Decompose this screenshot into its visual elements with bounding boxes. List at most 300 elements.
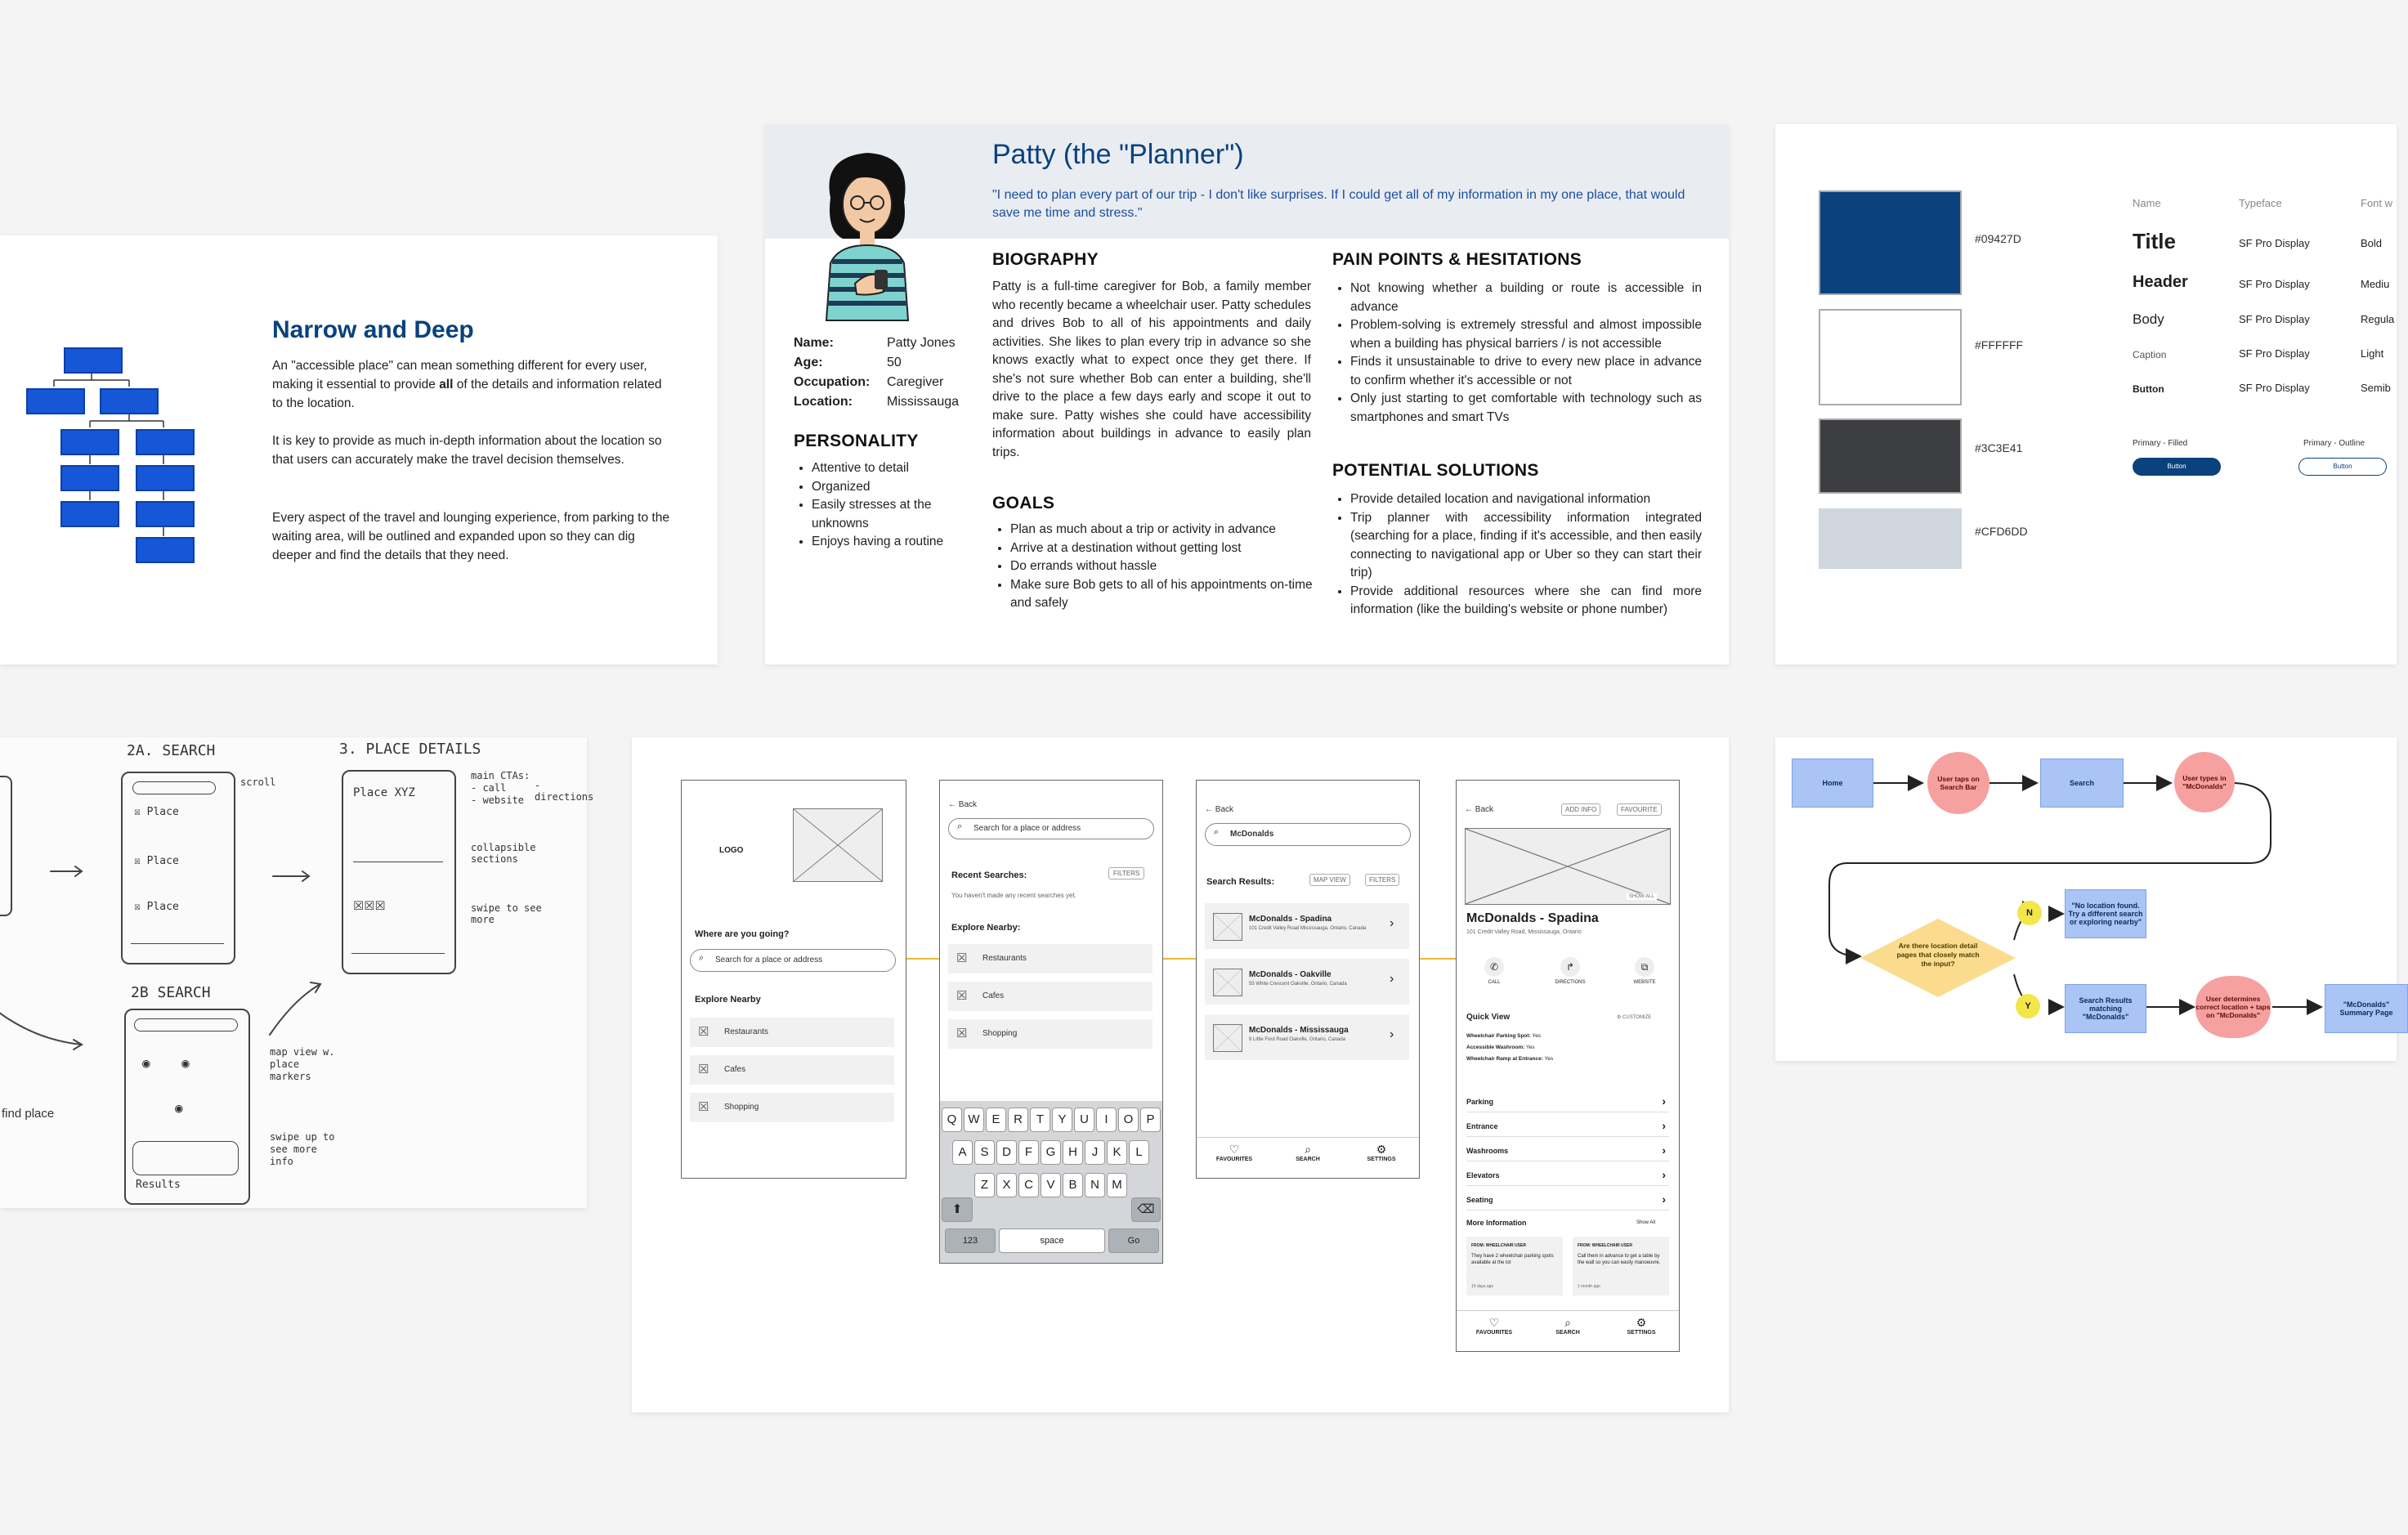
detail-key: Occupation: bbox=[794, 375, 871, 389]
flow-yes: Y bbox=[2016, 994, 2040, 1018]
personality-heading: PERSONALITY bbox=[794, 432, 919, 450]
personality-item: • Easily stresses at the unknowns bbox=[812, 496, 965, 533]
result-address: 101 Credit Valley Road Mississauga, Ontario, Canada bbox=[1249, 926, 1367, 931]
primary-outline-button[interactable]: Button bbox=[2298, 458, 2387, 476]
detail-row bbox=[794, 353, 973, 373]
color-hex: #3C3E41 bbox=[1975, 441, 2023, 454]
search-icon: ⌕ bbox=[957, 821, 963, 831]
action-label: WEBSITE bbox=[1633, 980, 1656, 985]
wireframes-card bbox=[632, 737, 1729, 1412]
back-label: Back bbox=[1475, 805, 1494, 814]
pain-item: • Not knowing whether a building or route is accessible in advance bbox=[1350, 280, 1702, 316]
key-q[interactable]: Q bbox=[942, 1108, 962, 1132]
key-n[interactable]: N bbox=[1085, 1173, 1105, 1197]
section-parking[interactable] bbox=[1466, 1088, 1669, 1112]
explore-nearby-label: Explore Nearby bbox=[695, 995, 761, 1005]
color-swatch-white bbox=[1819, 309, 1962, 405]
chevron-right-icon: › bbox=[1390, 916, 1394, 930]
search-query: McDonalds bbox=[1230, 830, 1274, 839]
color-hex: #CFD6DD bbox=[1975, 525, 2028, 538]
result-address: 55 White Crescent Oakville, Ontario, Canada bbox=[1249, 982, 1347, 987]
filters-button[interactable]: FILTERS bbox=[1108, 867, 1144, 879]
biography-text: Patty is a full-time caregiver for Bob, a family member who recently became a wheelchair user. Patty schedules and drives Bob to all of his appointments and daily activities. She likes to plan every trip in advance so she knows exactly what to expect once they get there. If she's not sure whether Bob can enter a building, she'll drive to the place a few days early and scope it out to make sure. Patty wishes she could have accessibility information about buildings in advance to easily plan trips. bbox=[992, 280, 1311, 459]
sketch-place-text: Place bbox=[146, 806, 179, 818]
result-item[interactable] bbox=[1205, 959, 1409, 1005]
home-search-bar[interactable] bbox=[690, 949, 896, 972]
qv-key: Wheelchair Ramp at Entrance: bbox=[1466, 1056, 1543, 1062]
go-key[interactable]: Go bbox=[1108, 1228, 1159, 1253]
type-weight: Semib bbox=[2361, 382, 2391, 394]
p1-part: An "accessible place" can mean something different for every user, making it essential to provide bbox=[272, 359, 647, 392]
tree-node bbox=[136, 501, 195, 527]
sketch-note-swipe: swipe to see more bbox=[471, 902, 542, 925]
nav-label: FAVOURITES bbox=[1475, 1330, 1513, 1336]
sketch-note-directions: - directions bbox=[535, 780, 594, 803]
bottom-nav bbox=[1197, 1137, 1419, 1179]
qv-value: Yes bbox=[1532, 1033, 1542, 1039]
nav-search[interactable] bbox=[1283, 1143, 1332, 1162]
image-icon: ☒ bbox=[956, 951, 968, 965]
customize-button[interactable]: ⚙ CUSTOMIZE bbox=[1617, 1015, 1652, 1020]
persona-avatar bbox=[806, 141, 929, 320]
type-button: Button bbox=[2133, 383, 2164, 395]
sketch-phone-2b bbox=[124, 1009, 250, 1205]
pain-item: • Problem-solving is extremely stressful and almost impossible when a building has physical barriers / is not accessible bbox=[1350, 316, 1702, 353]
explore-item-restaurants[interactable] bbox=[948, 944, 1153, 973]
sketch-phone-2a bbox=[121, 772, 235, 964]
search-icon: ⌕ bbox=[1564, 1316, 1571, 1329]
result-thumbnail bbox=[1213, 1024, 1242, 1052]
type-header-typeface: Typeface bbox=[2239, 197, 2282, 209]
chevron-right-icon: › bbox=[1662, 1193, 1666, 1206]
section-seating[interactable] bbox=[1466, 1186, 1669, 1211]
chevron-right-icon: › bbox=[1662, 1143, 1666, 1157]
search-icon: ⌕ bbox=[1305, 1143, 1311, 1156]
goals-list bbox=[992, 521, 1315, 613]
bottom-nav bbox=[1457, 1310, 1679, 1352]
key-p[interactable]: P bbox=[1140, 1108, 1161, 1132]
nav-settings[interactable] bbox=[1617, 1316, 1666, 1336]
key-e[interactable]: E bbox=[986, 1108, 1006, 1132]
explore-item-label: Shopping bbox=[724, 1103, 759, 1112]
nav-favourites[interactable] bbox=[1210, 1143, 1259, 1162]
action-label: DIRECTIONS bbox=[1555, 980, 1586, 985]
key-t[interactable]: T bbox=[1030, 1108, 1050, 1132]
key-k[interactable]: K bbox=[1107, 1140, 1127, 1165]
gear-icon: ⚙ bbox=[1376, 1143, 1387, 1156]
sketch-place-text: Place bbox=[146, 855, 179, 867]
back-label: Back bbox=[958, 800, 978, 809]
type-header: Header bbox=[2133, 273, 2188, 291]
heart-icon: ♡ bbox=[1488, 1316, 1500, 1329]
key-v[interactable]: V bbox=[1041, 1173, 1061, 1197]
style-guide-card bbox=[1775, 124, 2397, 665]
key-c[interactable]: C bbox=[1018, 1173, 1039, 1197]
note-line: main CTAs: bbox=[471, 770, 530, 781]
search-placeholder: Search for a place or address bbox=[973, 824, 1081, 833]
solutions-heading: POTENTIAL SOLUTIONS bbox=[1332, 461, 1539, 480]
nav-label: SEARCH bbox=[1296, 1157, 1320, 1162]
no-recent-text: You haven't made any recent searches yet. bbox=[951, 892, 1076, 899]
call-action[interactable] bbox=[1478, 957, 1511, 985]
back-button[interactable]: ← Back bbox=[1205, 805, 1234, 814]
flow-summary: "McDonalds" Summary Page bbox=[2325, 984, 2408, 1033]
quick-view-label: Quick View bbox=[1466, 1013, 1511, 1022]
wireframe-search bbox=[939, 780, 1163, 1264]
decision-text: Are there location detail pages that closely match the input? bbox=[1896, 942, 1980, 968]
tree-node bbox=[136, 465, 195, 491]
key-b[interactable]: B bbox=[1063, 1173, 1083, 1197]
shift-key[interactable]: ⬆ bbox=[942, 1197, 973, 1222]
flow-user-types: User types in "McDonalds" bbox=[2174, 752, 2235, 812]
primary-filled-button[interactable]: Button bbox=[2133, 458, 2221, 476]
sketch-place-text: Place bbox=[146, 901, 179, 913]
note-line: - website bbox=[471, 794, 525, 806]
type-face: SF Pro Display bbox=[2239, 347, 2310, 360]
sketch-results-sheet bbox=[132, 1141, 239, 1175]
color-hex: #09427D bbox=[1975, 232, 2021, 245]
key-l[interactable]: L bbox=[1129, 1140, 1149, 1165]
review-from: FROM: WHEELCHAIR USER bbox=[1578, 1243, 1632, 1248]
show-all-images[interactable]: SHOW ALL bbox=[1627, 893, 1657, 900]
qv-value: Yes bbox=[1525, 1045, 1535, 1050]
narrow-deep-p1 bbox=[272, 356, 673, 413]
result-item[interactable] bbox=[1205, 1014, 1409, 1060]
key-i[interactable]: I bbox=[1096, 1108, 1117, 1132]
goals-heading: GOALS bbox=[992, 494, 1055, 512]
key-j[interactable]: J bbox=[1085, 1140, 1105, 1165]
type-header-name: Name bbox=[2133, 197, 2161, 209]
search-results-label: Search Results: bbox=[1206, 877, 1275, 887]
nav-label: SETTINGS bbox=[1627, 1330, 1656, 1336]
search-input[interactable] bbox=[1205, 823, 1411, 846]
sketch-search bbox=[132, 781, 216, 794]
sketch-divider bbox=[353, 861, 443, 862]
external-link-icon: ⧉ bbox=[1635, 957, 1654, 977]
sketch-gallery: ☒☒☒ bbox=[353, 894, 386, 915]
review-time: 1 month ago bbox=[1578, 1284, 1600, 1289]
sketch-nav bbox=[351, 953, 445, 967]
type-body: Body bbox=[2133, 311, 2164, 327]
explore-item-label: Shopping bbox=[982, 1029, 1018, 1038]
result-name: McDonalds - Mississauga bbox=[1249, 1026, 1349, 1035]
directions-action[interactable] bbox=[1550, 957, 1591, 985]
quick-view-list bbox=[1466, 1031, 1553, 1065]
flow-connector bbox=[1161, 958, 1196, 960]
section-label: Entrance bbox=[1466, 1122, 1498, 1130]
flow-no-location: "No location found. Try a different search or exploring nearby" bbox=[2065, 889, 2146, 938]
key-h[interactable]: H bbox=[1063, 1140, 1083, 1165]
solution-item: • Provide additional resources where she can find more information (like the building's website or phone number) bbox=[1350, 583, 1702, 620]
review-from: FROM: WHEELCHAIR USER bbox=[1471, 1243, 1526, 1248]
detail-key: Age: bbox=[794, 356, 823, 369]
explore-item-label: Cafes bbox=[724, 1065, 746, 1074]
tree-node bbox=[136, 429, 195, 455]
key-x[interactable]: X bbox=[996, 1173, 1017, 1197]
pain-item: • Finds it unsustainable to drive to every new place in advance to confirm whether it's accessible or not bbox=[1350, 353, 1702, 390]
image-icon: ☒ bbox=[698, 1025, 709, 1039]
detail-value: Caregiver bbox=[887, 375, 944, 389]
review-text: They have 2 wheelchair parking spots available at the lot bbox=[1471, 1254, 1554, 1265]
sketch-find-place: find place bbox=[2, 1107, 55, 1121]
result-name: McDonalds - Spadina bbox=[1249, 915, 1332, 924]
tree-node bbox=[26, 388, 85, 414]
sketch-place-xyz: Place XYZ bbox=[353, 786, 415, 799]
user-flow-card bbox=[1775, 737, 2397, 1061]
place-title: McDonalds - Spadina bbox=[1466, 911, 1599, 925]
sketch-label-3: 3. PLACE DETAILS bbox=[339, 741, 481, 758]
key-d[interactable]: D bbox=[996, 1140, 1017, 1165]
goal-item: • Do errands without hassle bbox=[1010, 557, 1315, 576]
chevron-right-icon: › bbox=[1662, 1168, 1666, 1181]
explore-item-shopping[interactable] bbox=[690, 1093, 894, 1122]
nav-search[interactable] bbox=[1543, 1316, 1592, 1336]
review-card bbox=[1466, 1237, 1563, 1296]
section-label: Washrooms bbox=[1466, 1147, 1509, 1155]
btn-outline-label: Primary - Outline bbox=[2303, 439, 2365, 448]
persona-details bbox=[794, 333, 973, 412]
wireframe-home bbox=[681, 780, 906, 1179]
type-face: SF Pro Display bbox=[2239, 382, 2310, 394]
search-icon: ⌕ bbox=[699, 953, 705, 963]
show-all-link[interactable]: Show All bbox=[1636, 1220, 1656, 1225]
directions-icon: ↱ bbox=[1560, 957, 1580, 977]
nav-label: SEARCH bbox=[1555, 1330, 1580, 1336]
type-weight: Mediu bbox=[2361, 278, 2390, 290]
back-label: Back bbox=[1215, 805, 1234, 814]
flow-home: Home bbox=[1792, 759, 1873, 808]
persona-quote: "I need to plan every part of our trip - I don't like surprises. If I could get all of my information in my one place, that would save me time and stress." bbox=[992, 188, 1685, 220]
sketch-note-map: map view w. place markers bbox=[270, 1046, 335, 1082]
type-face: SF Pro Display bbox=[2239, 313, 2310, 325]
explore-item-shopping[interactable] bbox=[948, 1019, 1153, 1049]
qv-row bbox=[1466, 1031, 1553, 1042]
back-button[interactable]: ← Back bbox=[948, 800, 978, 809]
key-z[interactable]: Z bbox=[974, 1173, 995, 1197]
map-view-button[interactable]: MAP VIEW bbox=[1309, 874, 1350, 886]
explore-item-label: Cafes bbox=[982, 991, 1005, 1000]
section-elevators[interactable] bbox=[1466, 1161, 1669, 1186]
tree-node bbox=[60, 465, 119, 491]
detail-value: 50 bbox=[887, 356, 902, 369]
sketch-place: ☒ Place bbox=[134, 806, 179, 818]
p1-bold: all bbox=[439, 378, 454, 392]
image-icon: ☒ bbox=[956, 989, 968, 1003]
key-r[interactable]: R bbox=[1008, 1108, 1028, 1132]
solution-item: • Trip planner with accessibility information integrated (searching for a place, finding if it's accessible, and then easily connecting to navigational app or Uber so they can start their trip) bbox=[1350, 509, 1702, 583]
type-weight: Bold bbox=[2361, 237, 2383, 249]
qv-row bbox=[1466, 1054, 1553, 1065]
qv-value: Yes bbox=[1544, 1056, 1554, 1062]
nav-favourites[interactable] bbox=[1470, 1316, 1519, 1336]
section-entrance[interactable] bbox=[1466, 1112, 1669, 1137]
key-o[interactable]: O bbox=[1118, 1108, 1139, 1132]
nav-label: FAVOURITES bbox=[1215, 1157, 1253, 1162]
where-going-label: Where are you going? bbox=[695, 929, 790, 939]
key-a[interactable]: A bbox=[952, 1140, 973, 1165]
sketch-search bbox=[134, 1018, 238, 1032]
sketch-place: ☒ Place bbox=[134, 901, 179, 913]
narrow-deep-p3: Every aspect of the travel and lounging experience, from parking to the waiting area, will be outlined and expanded upon so they can dig deeper and find the details that they need. bbox=[272, 511, 669, 562]
tree-node bbox=[64, 347, 123, 374]
key-y[interactable]: Y bbox=[1052, 1108, 1072, 1132]
flow-user-determines: User determines correct location + taps on "McDonalds" bbox=[2195, 976, 2271, 1038]
color-swatch-light bbox=[1819, 508, 1962, 569]
sketch-scroll: scroll bbox=[240, 776, 276, 788]
gear-icon: ⚙ bbox=[1636, 1316, 1647, 1329]
sketch-place: ☒ Place bbox=[134, 855, 179, 867]
key-w[interactable]: W bbox=[964, 1108, 984, 1132]
add-info-button[interactable]: ADD INFO bbox=[1561, 803, 1600, 816]
biography-heading: BIOGRAPHY bbox=[992, 250, 1099, 269]
tree-node bbox=[100, 388, 159, 414]
numbers-key[interactable]: 123 bbox=[945, 1228, 996, 1253]
sketch-map-marker: ◉ bbox=[175, 1100, 183, 1116]
review-text: Call them in advance to get a table by the wall so you can easily manoeuvre. bbox=[1578, 1254, 1661, 1265]
note-line: - call bbox=[471, 782, 507, 794]
detail-row bbox=[794, 333, 973, 353]
search-placeholder: Search for a place or address bbox=[715, 955, 823, 964]
narrow-deep-p2: It is key to provide as much in-depth information about the location so that users can accurately make the travel decision themselves. bbox=[272, 434, 662, 467]
result-address: 8 Little Ford Road Oakville, Ontario, Canada bbox=[1249, 1037, 1346, 1042]
type-title: Title bbox=[2133, 229, 2176, 253]
key-f[interactable]: F bbox=[1018, 1140, 1039, 1165]
image-icon: ☒ bbox=[698, 1063, 709, 1076]
flow-connector bbox=[1418, 958, 1456, 960]
favourite-button[interactable]: FAVOURITE bbox=[1617, 803, 1662, 816]
flow-connector bbox=[905, 958, 939, 960]
narrow-deep-title: Narrow and Deep bbox=[272, 316, 474, 343]
type-caption: Caption bbox=[2133, 349, 2167, 360]
qv-key: Wheelchair Parking Spot: bbox=[1466, 1033, 1531, 1039]
pain-list bbox=[1332, 280, 1702, 427]
detail-value: Patty Jones bbox=[887, 336, 956, 350]
more-info-label: More Information bbox=[1466, 1219, 1527, 1227]
detail-value: Mississauga bbox=[887, 395, 960, 409]
logo-placeholder: LOGO bbox=[719, 846, 744, 855]
image-placeholder bbox=[793, 808, 883, 882]
detail-key: Location: bbox=[794, 395, 853, 409]
flow-results: Search Results matching "McDonalds" bbox=[2065, 984, 2146, 1033]
p1-part: of the details and information related to the location. bbox=[272, 378, 662, 410]
color-hex: #FFFFFF bbox=[1975, 338, 2024, 351]
heart-icon: ♡ bbox=[1229, 1143, 1240, 1156]
nav-label: SETTINGS bbox=[1367, 1157, 1396, 1162]
goal-item: • Arrive at a destination without getting lost bbox=[1010, 539, 1315, 558]
sketch-label-2b: 2B SEARCH bbox=[131, 984, 211, 1001]
tree-node bbox=[60, 501, 119, 527]
section-label: Seating bbox=[1466, 1196, 1493, 1204]
personality-item: • Attentive to detail bbox=[812, 459, 965, 478]
explore-item-cafes[interactable] bbox=[690, 1055, 894, 1085]
result-name: McDonalds - Oakville bbox=[1249, 970, 1332, 979]
sketch-card bbox=[0, 737, 594, 1208]
detail-key: Name: bbox=[794, 336, 834, 350]
narrow-deep-card bbox=[0, 235, 718, 665]
personality-item: • Enjoys having a routine bbox=[812, 533, 965, 552]
tree-node bbox=[136, 537, 195, 563]
customize-label: CUSTOMIZE bbox=[1622, 1015, 1652, 1020]
back-button[interactable]: ← Back bbox=[1465, 805, 1494, 814]
sections-list bbox=[1466, 1088, 1669, 1211]
image-icon: ☒ bbox=[956, 1027, 968, 1040]
sketch-note-swipe-up: swipe up to see more info bbox=[270, 1131, 335, 1167]
explore-item-restaurants[interactable] bbox=[690, 1018, 894, 1047]
persona-title: Patty (the "Planner") bbox=[992, 139, 1244, 170]
chevron-right-icon: › bbox=[1390, 1027, 1394, 1041]
personality-item: • Organized bbox=[812, 478, 965, 497]
backspace-key[interactable]: ⌫ bbox=[1131, 1197, 1161, 1222]
chevron-right-icon: › bbox=[1390, 972, 1394, 986]
filters-button[interactable]: FILTERS bbox=[1365, 874, 1399, 886]
flow-user-taps: User taps on Search Bar bbox=[1927, 752, 1990, 814]
chevron-right-icon: › bbox=[1662, 1094, 1666, 1108]
phone-icon: ✆ bbox=[1484, 957, 1504, 977]
personality-list bbox=[794, 459, 965, 552]
flow-no: N bbox=[2017, 901, 2042, 925]
section-label: Parking bbox=[1466, 1098, 1494, 1106]
type-face: SF Pro Display bbox=[2239, 237, 2310, 249]
place-address: 101 Credit Valley Road, Mississauga, Ontario bbox=[1466, 929, 1582, 935]
color-swatch-primary bbox=[1819, 190, 1962, 295]
result-item[interactable] bbox=[1205, 903, 1409, 949]
sketch-note-collapsible: collapsible sections bbox=[471, 842, 536, 865]
search-icon: ⌕ bbox=[1214, 827, 1220, 837]
space-key[interactable]: space bbox=[999, 1228, 1105, 1253]
sketch-note-ctas bbox=[471, 770, 530, 807]
pain-heading: PAIN POINTS & HESITATIONS bbox=[1332, 250, 1582, 269]
type-face: SF Pro Display bbox=[2239, 278, 2310, 290]
solutions-list bbox=[1332, 490, 1702, 620]
sketch-phone-3 bbox=[342, 770, 456, 974]
nav-settings[interactable] bbox=[1357, 1143, 1406, 1162]
type-weight: Regula bbox=[2361, 313, 2395, 325]
action-label: CALL bbox=[1488, 980, 1501, 985]
search-input[interactable] bbox=[948, 818, 1154, 839]
sketch-nav bbox=[131, 943, 224, 959]
keyboard bbox=[940, 1101, 1162, 1263]
website-action[interactable] bbox=[1627, 957, 1663, 985]
key-u[interactable]: U bbox=[1074, 1108, 1094, 1132]
qv-row bbox=[1466, 1042, 1553, 1054]
chevron-right-icon: › bbox=[1662, 1119, 1666, 1132]
hierarchy-diagram bbox=[25, 346, 204, 575]
sketch-map-marker: ◉ ◉ bbox=[142, 1055, 190, 1071]
key-m[interactable]: M bbox=[1107, 1173, 1127, 1197]
wireframe-results bbox=[1196, 780, 1420, 1179]
tree-node bbox=[60, 429, 119, 455]
recent-searches-label: Recent Searches: bbox=[951, 870, 1027, 880]
solution-item: • Provide detailed location and navigational information bbox=[1350, 490, 1702, 509]
detail-row bbox=[794, 373, 973, 392]
section-washrooms[interactable] bbox=[1466, 1137, 1669, 1161]
flow-decision bbox=[1860, 919, 2016, 997]
image-icon: ☒ bbox=[698, 1100, 709, 1114]
type-header-font: Font w bbox=[2361, 197, 2393, 209]
explore-item-cafes[interactable] bbox=[948, 982, 1153, 1011]
review-time: 15 days ago bbox=[1471, 1284, 1494, 1289]
color-swatch-dark bbox=[1819, 418, 1962, 494]
review-card bbox=[1573, 1237, 1669, 1296]
persona-card bbox=[765, 124, 1729, 665]
key-s[interactable]: S bbox=[974, 1140, 995, 1165]
btn-filled-label: Primary - Filled bbox=[2133, 439, 2188, 448]
flow-search: Search bbox=[2040, 759, 2124, 808]
type-weight: Light bbox=[2361, 347, 2384, 360]
key-g[interactable]: G bbox=[1041, 1140, 1061, 1165]
sketch-label-2a: 2A. SEARCH bbox=[127, 742, 216, 759]
qv-key: Accessible Washroom: bbox=[1466, 1045, 1525, 1050]
